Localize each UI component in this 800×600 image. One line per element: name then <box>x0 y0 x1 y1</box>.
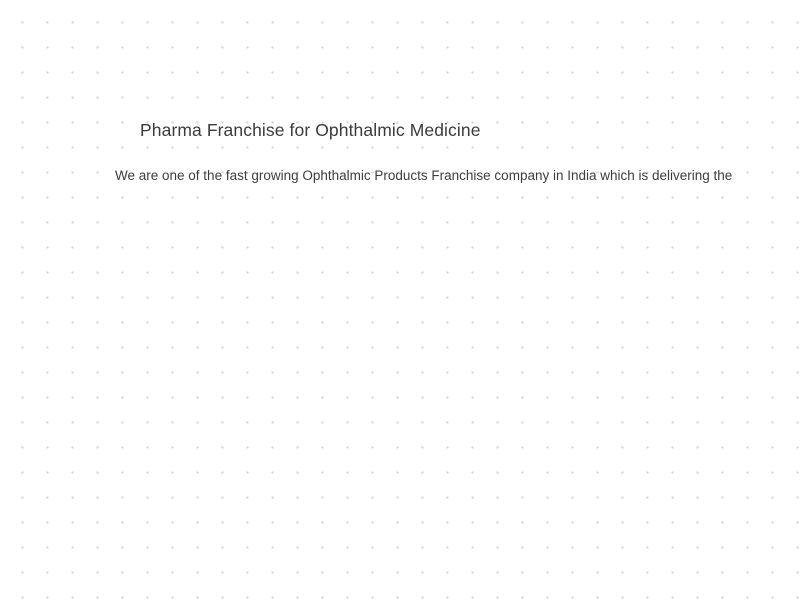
intro-paragraph: We are one of the fast growing Ophthalmic Products Franchise company in India which is delivering the <box>115 168 733 183</box>
page-title: Pharma Franchise for Ophthalmic Medicine <box>140 120 481 140</box>
